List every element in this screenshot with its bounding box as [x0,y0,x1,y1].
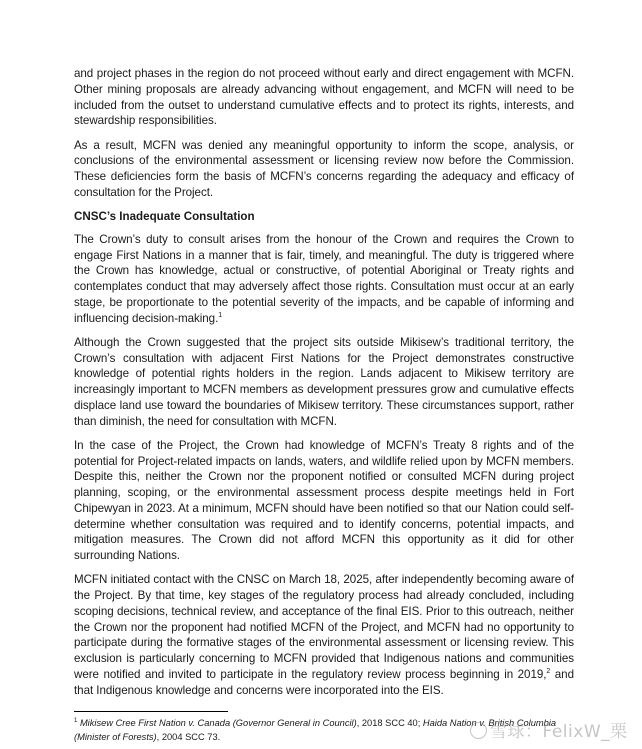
paragraph-adjacent-nations: Although the Crown suggested that the project sits outside Mikisew’s traditional territory, the Crown’s consultation with adjacent First Nations for the Project demonstrates constructive knowledge of potential rights holders in the region. Lands adjacent to Mikisew territory are increasingly important to MCFN members as development pressures grow and cumulative effects displace land use toward the boundaries of Mikisew territory. These circumstances support, rather than diminish, the need for consultation with MCFN. [74,335,574,428]
paragraph-text: The Crown’s duty to consult arises from the honour of the Crown and requires the Crown to engage First Nations in a manner that is fair, timely, and meaningful. The duty is triggered where the Crown has knowledge, actual or constructive, of potential Aboriginal or Treaty rights and contemplates conduct that may adversely affect those rights. Consultation must occur at an early stage, be proportionate to the potential severity of the impacts, and be capable of informing and influencing decision-making. [74,232,574,325]
section-heading: CNSC’s Inadequate Consultation [74,210,255,223]
paragraph-duty-to-consult [74,232,574,327]
case-name: Mikisew Cree First Nation v. Canada (Governor General in Council) [79,718,357,728]
paragraph-result: As a result, MCFN was denied any meaningful opportunity to inform the scope, analysis, or conclusions of the environmental assessment or licensing review now before the Commission. These deficiencies form the basis of MCFN’s concerns regarding the adequacy and efficacy of consultation for the Project. [74,138,574,199]
paragraph-text: MCFN initiated contact with the CNSC on March 18, 2025, after independently becoming aware of the Project. By that time, key stages of the regulatory process had already concluded, including scoping decisions, technical review, and acceptance of the final EIS. Prior to this outreach, neither the Crown nor the proponent had notified MCFN of the Project, and MCFN had no opportunity to participate during the formative stages of the environmental assessment or licensing review. This exclusion is particularly concerning to MCFN provided that Indigenous nations and communities were notified and invited to participate in the regulatory review process beginning in 2019, [74,573,574,681]
footnote-separator [74,711,228,712]
paragraph-treaty-8: In the case of the Project, the Crown had knowledge of MCFN’s Treaty 8 rights and of the potential for Project-related impacts on lands, waters, and wildlife relied upon by MCFN members. Despite this, neither the Crown nor the proponent notified or consulted MCFN during project planning, scoping, or the environmental assessment process despite meetings held in Fort Chipewyan in 2023. At a minimum, MCFN should have been notified so that our Nation could self-determine whether consultation was required and to identify concerns, potential impacts, and mitigation measures. The Crown did not afford MCFN this opportunity as it did for other surrounding Nations. [74,438,574,562]
citation: , 2018 SCC 40; [356,718,423,728]
document-page [74,66,574,707]
watermark-logo-icon [470,722,487,739]
paragraph-continuation: and project phases in the region do not proceed without early and direct engagement with MCFN. Other mining proposals are already advancing without engagement, and MCFN will need to be included from the outset to understand cumulative effects and to protect its rights, interests, and stewardship responsibilities. [74,67,574,128]
watermark [470,717,628,742]
case-name: Haida Nation v. British Columbia (Minister of Forests) [74,718,557,742]
paragraph-mcfn-contact [74,572,574,698]
footnote-reference[interactable]: 1 [218,311,223,319]
footnote-reference[interactable]: 2 [546,667,551,675]
watermark-text: 雪球：FelixW_栗 [490,722,628,742]
footnote-number: 1 [74,718,78,724]
paragraph-text: and that Indigenous knowledge and concerns were incorporated into the EIS. [74,667,574,697]
citation: , 2004 SCC 73. [156,731,221,742]
